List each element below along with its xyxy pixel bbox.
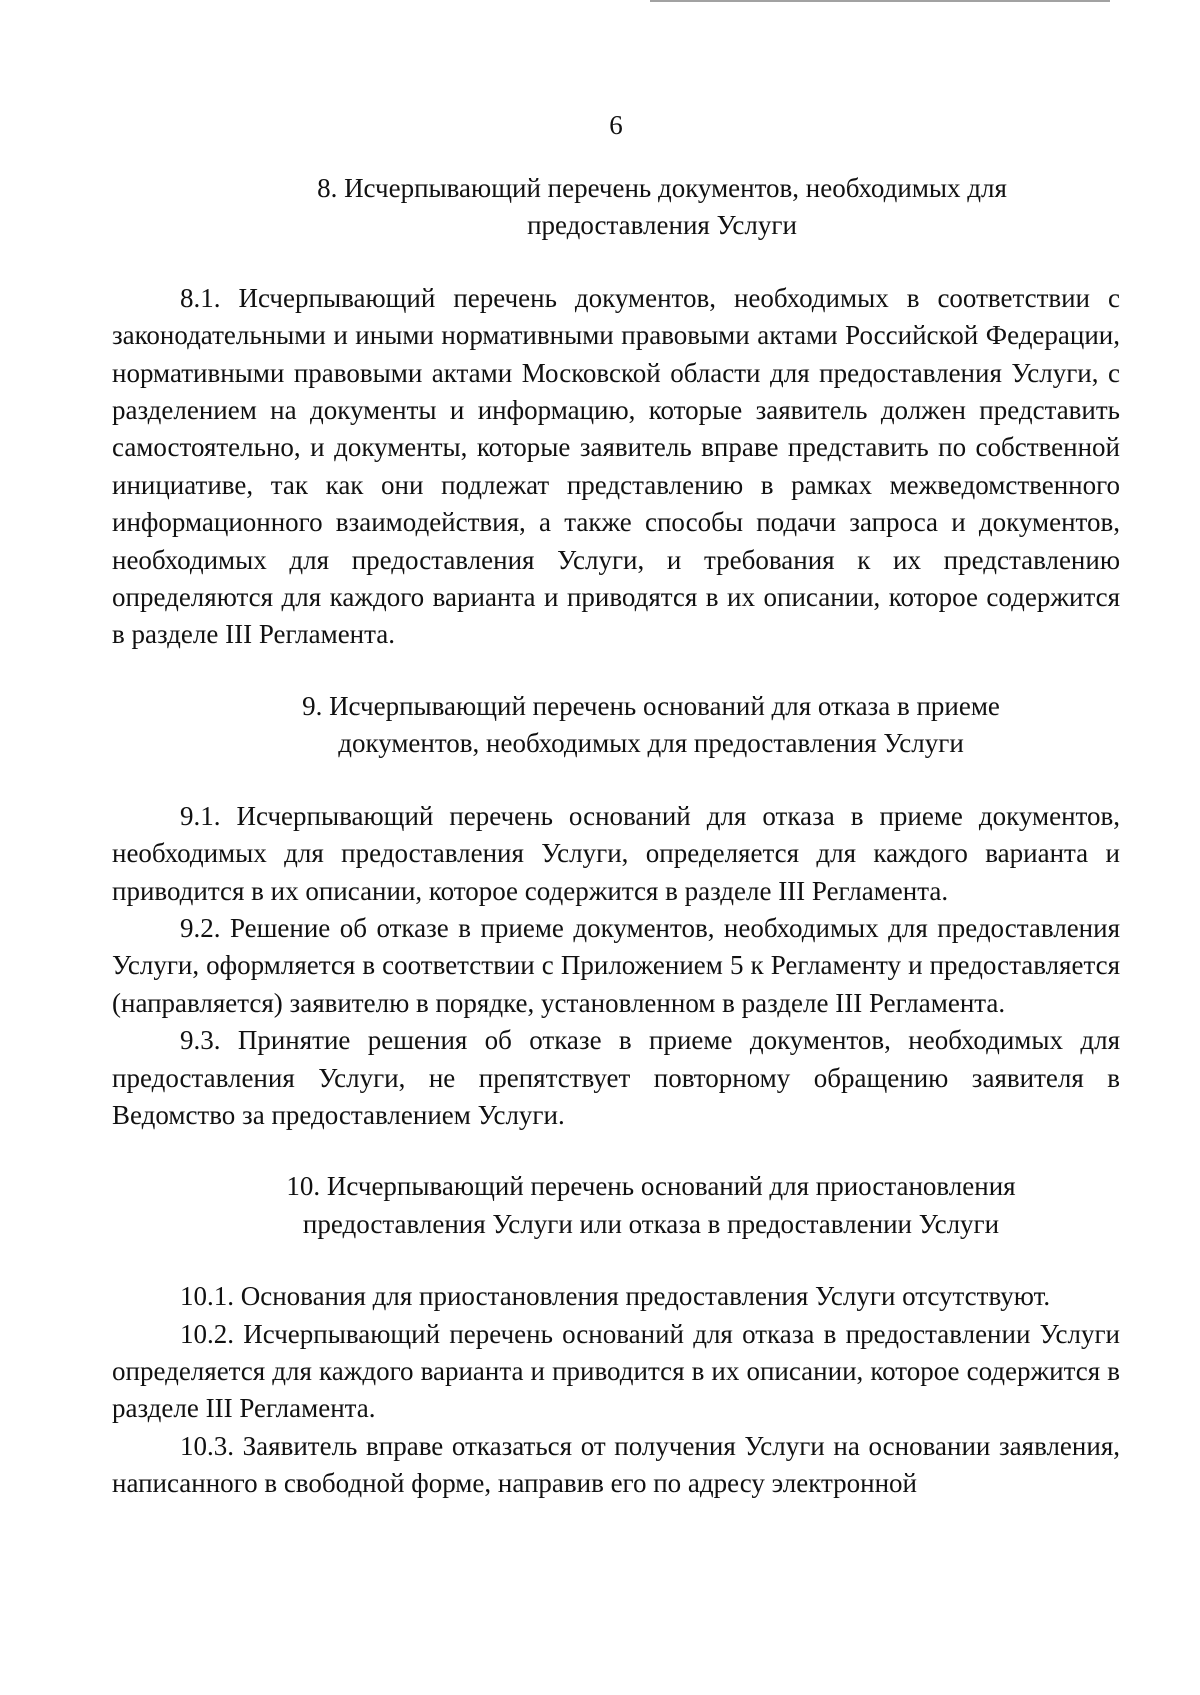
spacer xyxy=(112,1243,1120,1278)
spacer xyxy=(112,654,1120,688)
paragraph-8-1: 8.1. Исчерпывающий перечень документов, необходимых в соответствии с законодательными и иными нормативными правовыми актами Российской Федерации, нормативными правовыми актами Московской области для предоставления Услуги, с разделением на документы и информацию, которые заявитель должен представить самостоятельно, и документы, которые заявитель вправе представить по собственной инициативе, так как они подлежат представлению в рамках межведомственного информационного взаимодействия, а также способы подачи запроса и документов, необходимых для предоставления Услуги, и требования к их представлению определяются для каждого варианта и приводятся в их описании, которое содержится в разделе III Регламента. xyxy=(112,282,1120,650)
section-8-heading: 8. Исчерпывающий перечень документов, необходимых для предоставления Услуги xyxy=(317,173,1007,241)
document-body xyxy=(112,170,1120,1503)
section-10-heading: 10. Исчерпывающий перечень оснований для приостановления предоставления Услуги или отказа в предоставлении Услуги xyxy=(286,1171,1016,1239)
spacer xyxy=(112,1134,1120,1168)
spacer xyxy=(112,245,1120,280)
paragraph-9-2: 9.2. Решение об отказе в приеме документов, необходимых для предоставления Услуги, оформляется в соответствии с Приложением 5 к Регламенту и предоставляется (направляется) заявителю в порядке, установленном в разделе III Регламента. xyxy=(112,912,1120,1018)
section-9 xyxy=(112,688,1120,1134)
spacer xyxy=(112,763,1120,798)
scan-edge-mark xyxy=(650,0,1110,2)
paragraph-9-1: 9.1. Исчерпывающий перечень оснований для отказа в приеме документов, необходимых для предоставления Услуги, определяется для каждого варианта и приводится в их описании, которое содержится в разделе III Регламента. xyxy=(112,800,1120,906)
section-8 xyxy=(112,170,1120,654)
section-9-heading: 9. Исчерпывающий перечень оснований для отказа в приеме документов, необходимых для предоставления Услуги xyxy=(302,690,1000,759)
paragraph-10-2: 10.2. Исчерпывающий перечень оснований для отказа в предоставлении Услуги определяется для каждого варианта и приводится в их описании, которое содержится в разделе III Регламента. xyxy=(112,1318,1120,1424)
page-number: 6 xyxy=(609,110,623,140)
paragraph-9-3: 9.3. Принятие решения об отказе в приеме документов, необходимых для предоставления Услуги, не препятствует повторному обращению заявителя в Ведомство за предоставлением Услуги. xyxy=(112,1025,1120,1130)
section-10 xyxy=(112,1168,1120,1502)
paragraph-10-1: 10.1. Основания для приостановления предоставления Услуги отсутствуют. xyxy=(180,1281,1051,1312)
paragraph-10-3: 10.3. Заявитель вправе отказаться от получения Услуги на основании заявления, написанного в свободной форме, направив его по адресу электронной xyxy=(112,1430,1120,1499)
